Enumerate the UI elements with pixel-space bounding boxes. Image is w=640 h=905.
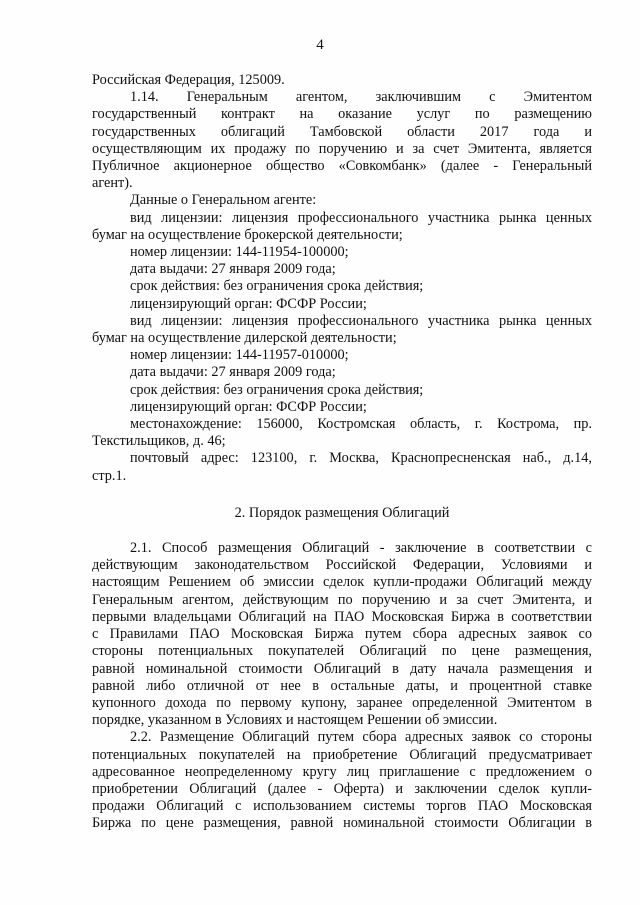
license-number: номер лицензии: 144-11957-010000; xyxy=(130,347,349,364)
license-authority: лицензирующий орган: ФСФР России; xyxy=(130,398,367,415)
license-brokerage xyxy=(92,210,592,313)
license-kind: вид лицензии: лицензия профессионального участника рынка ценных xyxy=(130,209,592,226)
paragraph-line: с Правилами ПАО Московская Биржа путем сбора адресных заявок со xyxy=(92,626,592,643)
license-issue-date: дата выдачи: 27 января 2009 года; xyxy=(130,364,336,381)
paragraph-line: Биржа по цене размещения, равной номинальной стоимости Облигации в xyxy=(92,815,592,832)
section-2-heading: 2. Порядок размещения Облигаций xyxy=(234,504,450,521)
paragraph-line: потенциальных покупателей на приобретение Облигаций предусматривает xyxy=(92,746,592,763)
intro-line: Российская Федерация, 125009. xyxy=(92,72,285,88)
paragraph-line: 2.2. Размещение Облигаций путем сбора адресных заявок со стороны xyxy=(130,729,592,746)
paragraph-line: первыми владельцами Облигаций на ПАО Московская Биржа в соответствии xyxy=(92,608,592,625)
document-body xyxy=(92,72,592,833)
license-number: номер лицензии: 144-11954-100000; xyxy=(130,244,349,261)
paragraph-line: осуществляющим их продажу по поручению и за счет Эмитента, является xyxy=(92,140,592,157)
paragraph-line: равной либо отличной от нее в остальные даты, и процентной ставке xyxy=(92,677,592,694)
paragraph-line: равной номинальной стоимости Облигаций в дату начала размещения и xyxy=(92,660,592,677)
page-number: 4 xyxy=(316,37,324,53)
paragraph-2-2 xyxy=(92,729,592,832)
agent-data-title: Данные о Генеральном агенте: xyxy=(130,192,317,209)
license-validity: срок действия: без ограничения срока действия; xyxy=(130,381,424,398)
paragraph-line: приобретении Облигаций (далее - Оферта) и заключении сделок купли- xyxy=(92,780,592,797)
license-issue-date: дата выдачи: 27 января 2009 года; xyxy=(130,261,336,278)
paragraph-line: стороны потенциальных покупателей Облигаций по цене размещения, xyxy=(92,643,592,660)
paragraph-line: государственный контракт на оказание услуг по размещению xyxy=(92,106,592,123)
paragraph-line: агент). xyxy=(92,175,133,192)
paragraph-1-14 xyxy=(92,89,592,192)
license-kind: вид лицензии: лицензия профессионального участника рынка ценных xyxy=(130,312,592,329)
license-validity: срок действия: без ограничения срока действия; xyxy=(130,278,424,295)
paragraph-line: порядке, указанном в Условиях и настоящем Решении об эмиссии. xyxy=(92,712,498,729)
location-address: местонахождение: 156000, Костромская область, г. Кострома, пр. xyxy=(130,416,592,433)
paragraph-line: адресованное неопределенному кругу лиц приглашение с предложением о xyxy=(92,763,592,780)
postal-address-cont: стр.1. xyxy=(92,467,127,484)
paragraph-line: Публичное акционерное общество «Совкомбанк» (далее - Генеральный xyxy=(92,158,592,175)
paragraph-line: 2.1. Способ размещения Облигаций - заключение в соответствии с xyxy=(130,540,592,557)
paragraph-line: купонного дохода по первому купону, заранее определенной Эмитентом в xyxy=(92,694,592,711)
license-dealer xyxy=(92,313,592,416)
paragraph-line: 1.14. Генеральным агентом, заключившим с Эмитентом xyxy=(130,89,592,106)
license-kind-cont: бумаг на осуществление дилерской деятельности; xyxy=(92,330,397,347)
paragraph-line: продажи Облигаций с использованием системы торгов ПАО Московская xyxy=(92,798,592,815)
postal-address: почтовый адрес: 123100, г. Москва, Краснопресненская наб., д.14, xyxy=(130,450,592,467)
paragraph-line: действующим законодательством Российской Федерации, Условиями и xyxy=(92,557,592,574)
paragraph-2-1 xyxy=(92,540,592,729)
paragraph-line: настоящим Решением об эмиссии сделок купли-продажи Облигаций между xyxy=(92,574,592,591)
location-address-cont: Текстильщиков, д. 46; xyxy=(92,433,226,450)
license-authority: лицензирующий орган: ФСФР России; xyxy=(130,295,367,312)
paragraph-line: государственных облигаций Тамбовской области 2017 года и xyxy=(92,123,592,140)
paragraph-line: Генеральным агентом, действующим по поручению и за счет Эмитента, и xyxy=(92,591,592,608)
license-kind-cont: бумаг на осуществление брокерской деятельности; xyxy=(92,226,403,243)
